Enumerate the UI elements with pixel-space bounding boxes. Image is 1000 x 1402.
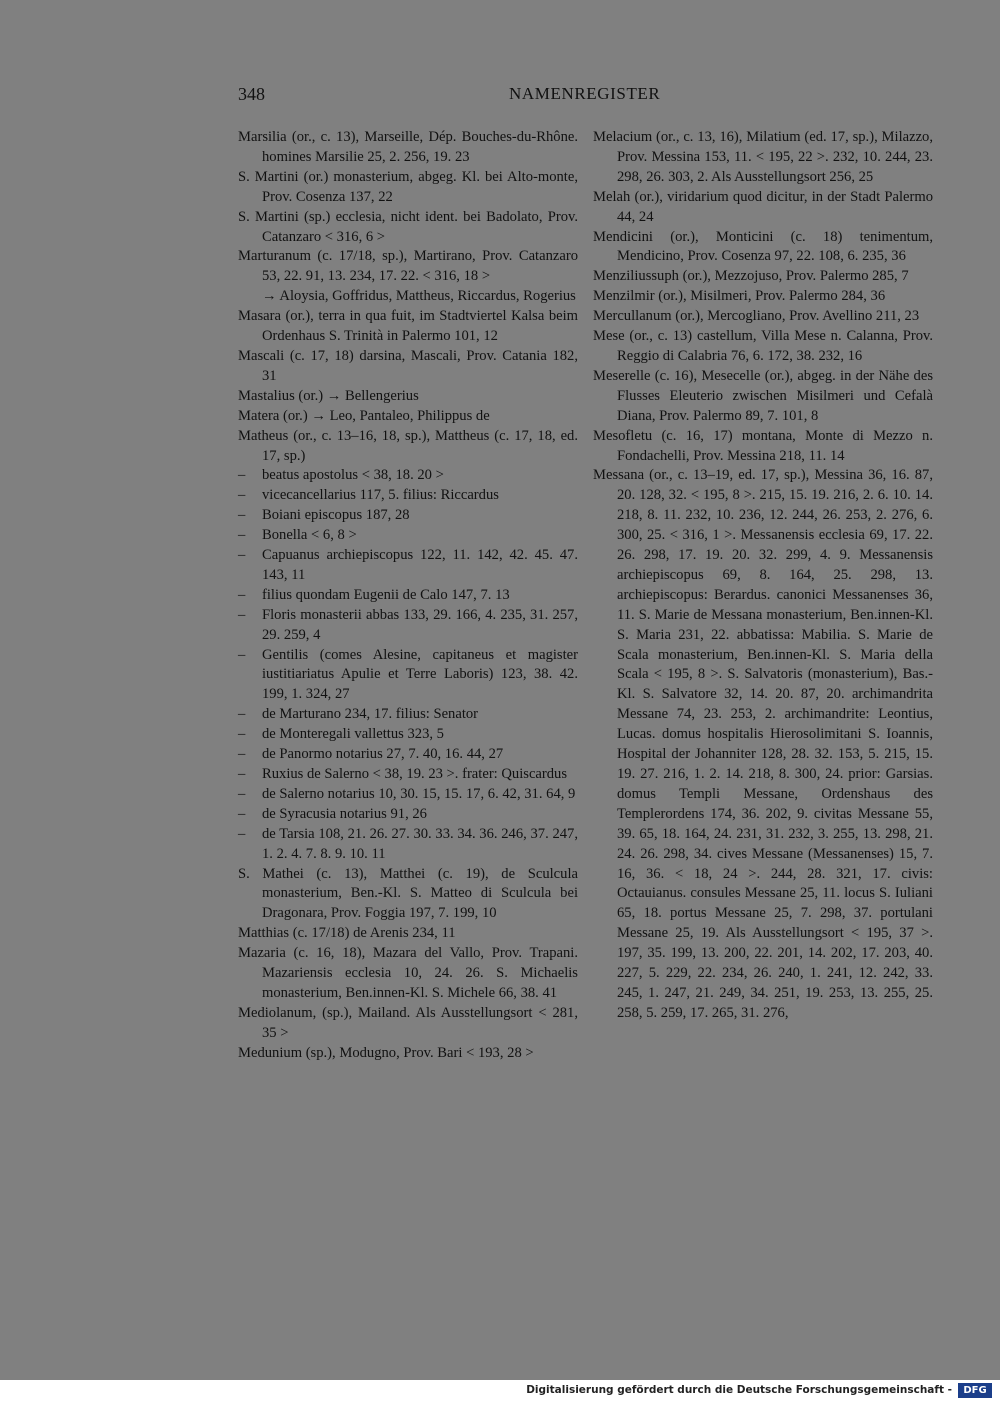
index-entry: Mastalius (or.) → Bellengerius xyxy=(238,387,419,404)
index-subentry: – beatus apostolus < 38, 18. 20 > xyxy=(238,466,578,486)
index-entry: Medunium (sp.), Modugno, Prov. Bari < 193, 28 > xyxy=(238,1044,534,1061)
index-entry: Mazaria (c. 16, 18), Mazara del Vallo, Prov. Trapani. Mazariensis ecclesia 10, 24. 26. S. Michaelis monasterium, Ben.innen-Kl. S. Michele 66, 38. 41 xyxy=(238,945,578,1001)
index-subentry: – de Tarsia 108, 21. 26. 27. 30. 33. 34. 36. 246, 37. 247, 1. 2. 4. 7. 8. 9. 10. 11 xyxy=(238,825,578,865)
index-subentry: – filius quondam Eugenii de Calo 147, 7. 13 xyxy=(238,586,578,606)
index-subentry: – Floris monasterii abbas 133, 29. 166, 4. 235, 31. 257, 29. 259, 4 xyxy=(238,606,578,646)
footer-bar xyxy=(0,1380,1000,1402)
index-entry: Mendicini (or.), Monticini (c. 18) tenimentum, Mendicino, Prov. Cosenza 97, 22. 108, 6. 235, 36 xyxy=(593,228,933,265)
page-number: 348 xyxy=(238,84,265,104)
running-header: NAMENREGISTER xyxy=(509,84,661,103)
index-subentry: – de Marturano 234, 17. filius: Senator xyxy=(238,705,578,725)
index-subentry: – de Salerno notarius 10, 30. 15, 15. 17, 6. 42, 31. 64, 9 xyxy=(238,785,578,805)
index-subentry: – Bonella < 6, 8 > xyxy=(238,526,578,546)
index-entry: Marsilia (or., c. 13), Marseille, Dép. Bouches-du-Rhône. homines Marsilie 25, 2. 256, 19. 23 xyxy=(238,129,578,165)
index-subentry: – Boiani episcopus 187, 28 xyxy=(238,506,578,526)
index-entry: Mediolanum, (sp.), Mailand. Als Ausstellungsort < 281, 35 > xyxy=(238,1004,578,1041)
dfg-logo: DFG xyxy=(958,1383,992,1398)
index-entry: Menziliussuph (or.), Mezzojuso, Prov. Palermo 285, 7 xyxy=(593,268,909,285)
index-entry: Messana (or., c. 13–19, ed. 17, sp.), Messina 36, 16. 87, 20. 128, 32. < 195, 8 >. 215, 15. 19. 216, 2. 6. 10. 14. 218, 8. 11. 232, 10. 236, 12. 244, 26. 253, 2. 276, 6. 300, 25. < 316, 1 >. Messanensis ecclesia 69, 17. 22. 26. 298, 17. 19. 20. 32. 299, 4. 9. Messanensis archiepiscopus 69, 8. 164, 25. 298, 13. archiepiscopus: Berardus. canonici Messanenses 36, 11. S. Marie de Messana monasterium, Ben.innen-Kl. S. Maria 231, 22. abbatissa: Mabilia. S. Marie de Scala monasterium, Ben.innen-Kl. S. Maria della Scala < 195, 8 >. S. Salvatoris (monasterium), Bas.-Kl. S. Salvatore 32, 14. 20. 87, 20. archimandrita Messane 74, 23. 253, 2. archimandrite: Leontius, Lucas. domus hospitalis Hierosolimitani S. Ioannis, Hospital der Johanniter 128, 28. 32. 153, 5. 215, 15. 19. 27. 216, 1. 2. 14. 218, 8. 300, 24. prior: Garsias. domus Templi Messane, Ordenshaus des Templerordens 174, 36. 202, 9. civitas Messane 55, 39. 65, 18. 164, 24. 231, 31. 232, 3. 255, 13. 298, 21. 24. 26. 298, 34. cives Messane (Messanenses) 15, 7. 16, 36. < 18, 24 >. 244, 28. 321, 17. civis: Octauianus. consules Messane 25, 11. locus S. Iuliani 65, 18. portus Messane 25, 7. 298, 37. portulani Messane 25, 19. Als Ausstellungsort < 195, 37 >. 197, 35. 199, 13. 200, 22. 201, 14. 202, 17. 203, 40. 227, 5. 229, 22. 234, 26. 240, 1. 241, 12. 242, 33. 245, 1. 247, 21. 249, 34. 251, 19. 253, 13. 255, 25. 258, 5. 259, 17. 265, 31. 276, xyxy=(593,467,933,1021)
index-entry: Meserelle (c. 16), Mesecelle (or.), abgeg. in der Nähe des Flusses Eleuterio zwischen Misilmeri und Cefalà Diana, Prov. Palermo 89, 7. 101, 8 xyxy=(593,367,933,424)
index-entry: Mese (or., c. 13) castellum, Villa Mese n. Calanna, Prov. Reggio di Calabria 76, 6. 172, 38. 232, 16 xyxy=(593,328,933,364)
index-subentry: – de Syracusia notarius 91, 26 xyxy=(238,805,578,825)
index-subentry: – de Panormo notarius 27, 7. 40, 16. 44, 27 xyxy=(238,745,578,765)
index-entry: Mercullanum (or.), Mercogliano, Prov. Avellino 211, 23 xyxy=(593,308,920,325)
index-subentry: – vicecancellarius 117, 5. filius: Riccardus xyxy=(238,486,578,506)
index-subentry: – de Monteregali vallettus 323, 5 xyxy=(238,725,578,745)
index-subentry: – Capuanus archiepiscopus 122, 11. 142, 42. 45. 47. 143, 11 xyxy=(238,546,578,586)
index-entry: Mascali (c. 17, 18) darsina, Mascali, Prov. Catania 182, 31 xyxy=(238,347,578,384)
index-subentry: – Ruxius de Salerno < 38, 19. 23 >. frater: Quiscardus xyxy=(238,765,578,785)
index-cross-reference: → Aloysia, Goffridus, Mattheus, Riccardus, Rogerius xyxy=(262,288,576,305)
index-entry: Matera (or.) → Leo, Pantaleo, Philippus de xyxy=(238,407,490,424)
index-entry: S. Mathei (c. 13), Matthei (c. 19), de Sculcula monasterium, Ben.-Kl. S. Matteo di Sculcula bei Dragonara, Prov. Foggia 197, 7. 199, 10 xyxy=(238,865,578,922)
index-entry: Matheus (or., c. 13–16, 18, sp.), Mattheus (c. 17, 18, ed. 17, sp.) xyxy=(238,427,578,464)
index-entry: Melacium (or., c. 13, 16), Milatium (ed. 17, sp.), Milazzo, Prov. Messina 153, 11. < 195, 22 >. 232, 10. 244, 23. 298, 26. 303, 2. Als Ausstellungsort 256, 25 xyxy=(593,129,933,185)
index-entry: S. Martini (sp.) ecclesia, nicht ident. bei Badolato, Prov. Catanzaro < 316, 6 > xyxy=(238,208,578,245)
index-column-left xyxy=(238,128,578,1064)
index-subentry: – Gentilis (comes Alesine, capitaneus et magister iustitiariatus Apulie et Terre Laboris) 123, 38. 42. 199, 1. 324, 27 xyxy=(238,646,578,706)
index-entry: Matthias (c. 17/18) de Arenis 234, 11 xyxy=(238,925,456,942)
index-entry: S. Martini (or.) monasterium, abgeg. Kl. bei Alto-monte, Prov. Cosenza 137, 22 xyxy=(238,168,578,205)
index-entry: Mesofletu (c. 16, 17) montana, Monte di Mezzo n. Fondachelli, Prov. Messina 218, 11. 14 xyxy=(593,427,933,464)
footer-credit: Digitalisierung gefördert durch die Deutsche Forschungsgemeinschaft - xyxy=(526,1384,952,1396)
index-entry: Menzilmir (or.), Misilmeri, Prov. Palermo 284, 36 xyxy=(593,288,886,305)
index-column-right xyxy=(593,128,933,1024)
index-entry: Melah (or.), viridarium quod dicitur, in der Stadt Palermo 44, 24 xyxy=(593,188,933,225)
index-entry: Marturanum (c. 17/18, sp.), Martirano, Prov. Catanzaro 53, 22. 91, 13. 234, 17. 22. < 316, 18 > xyxy=(238,248,578,285)
index-entry: Masara (or.), terra in qua fuit, im Stadtviertel Kalsa beim Ordenhaus S. Trinità in Palermo 101, 12 xyxy=(238,308,578,345)
